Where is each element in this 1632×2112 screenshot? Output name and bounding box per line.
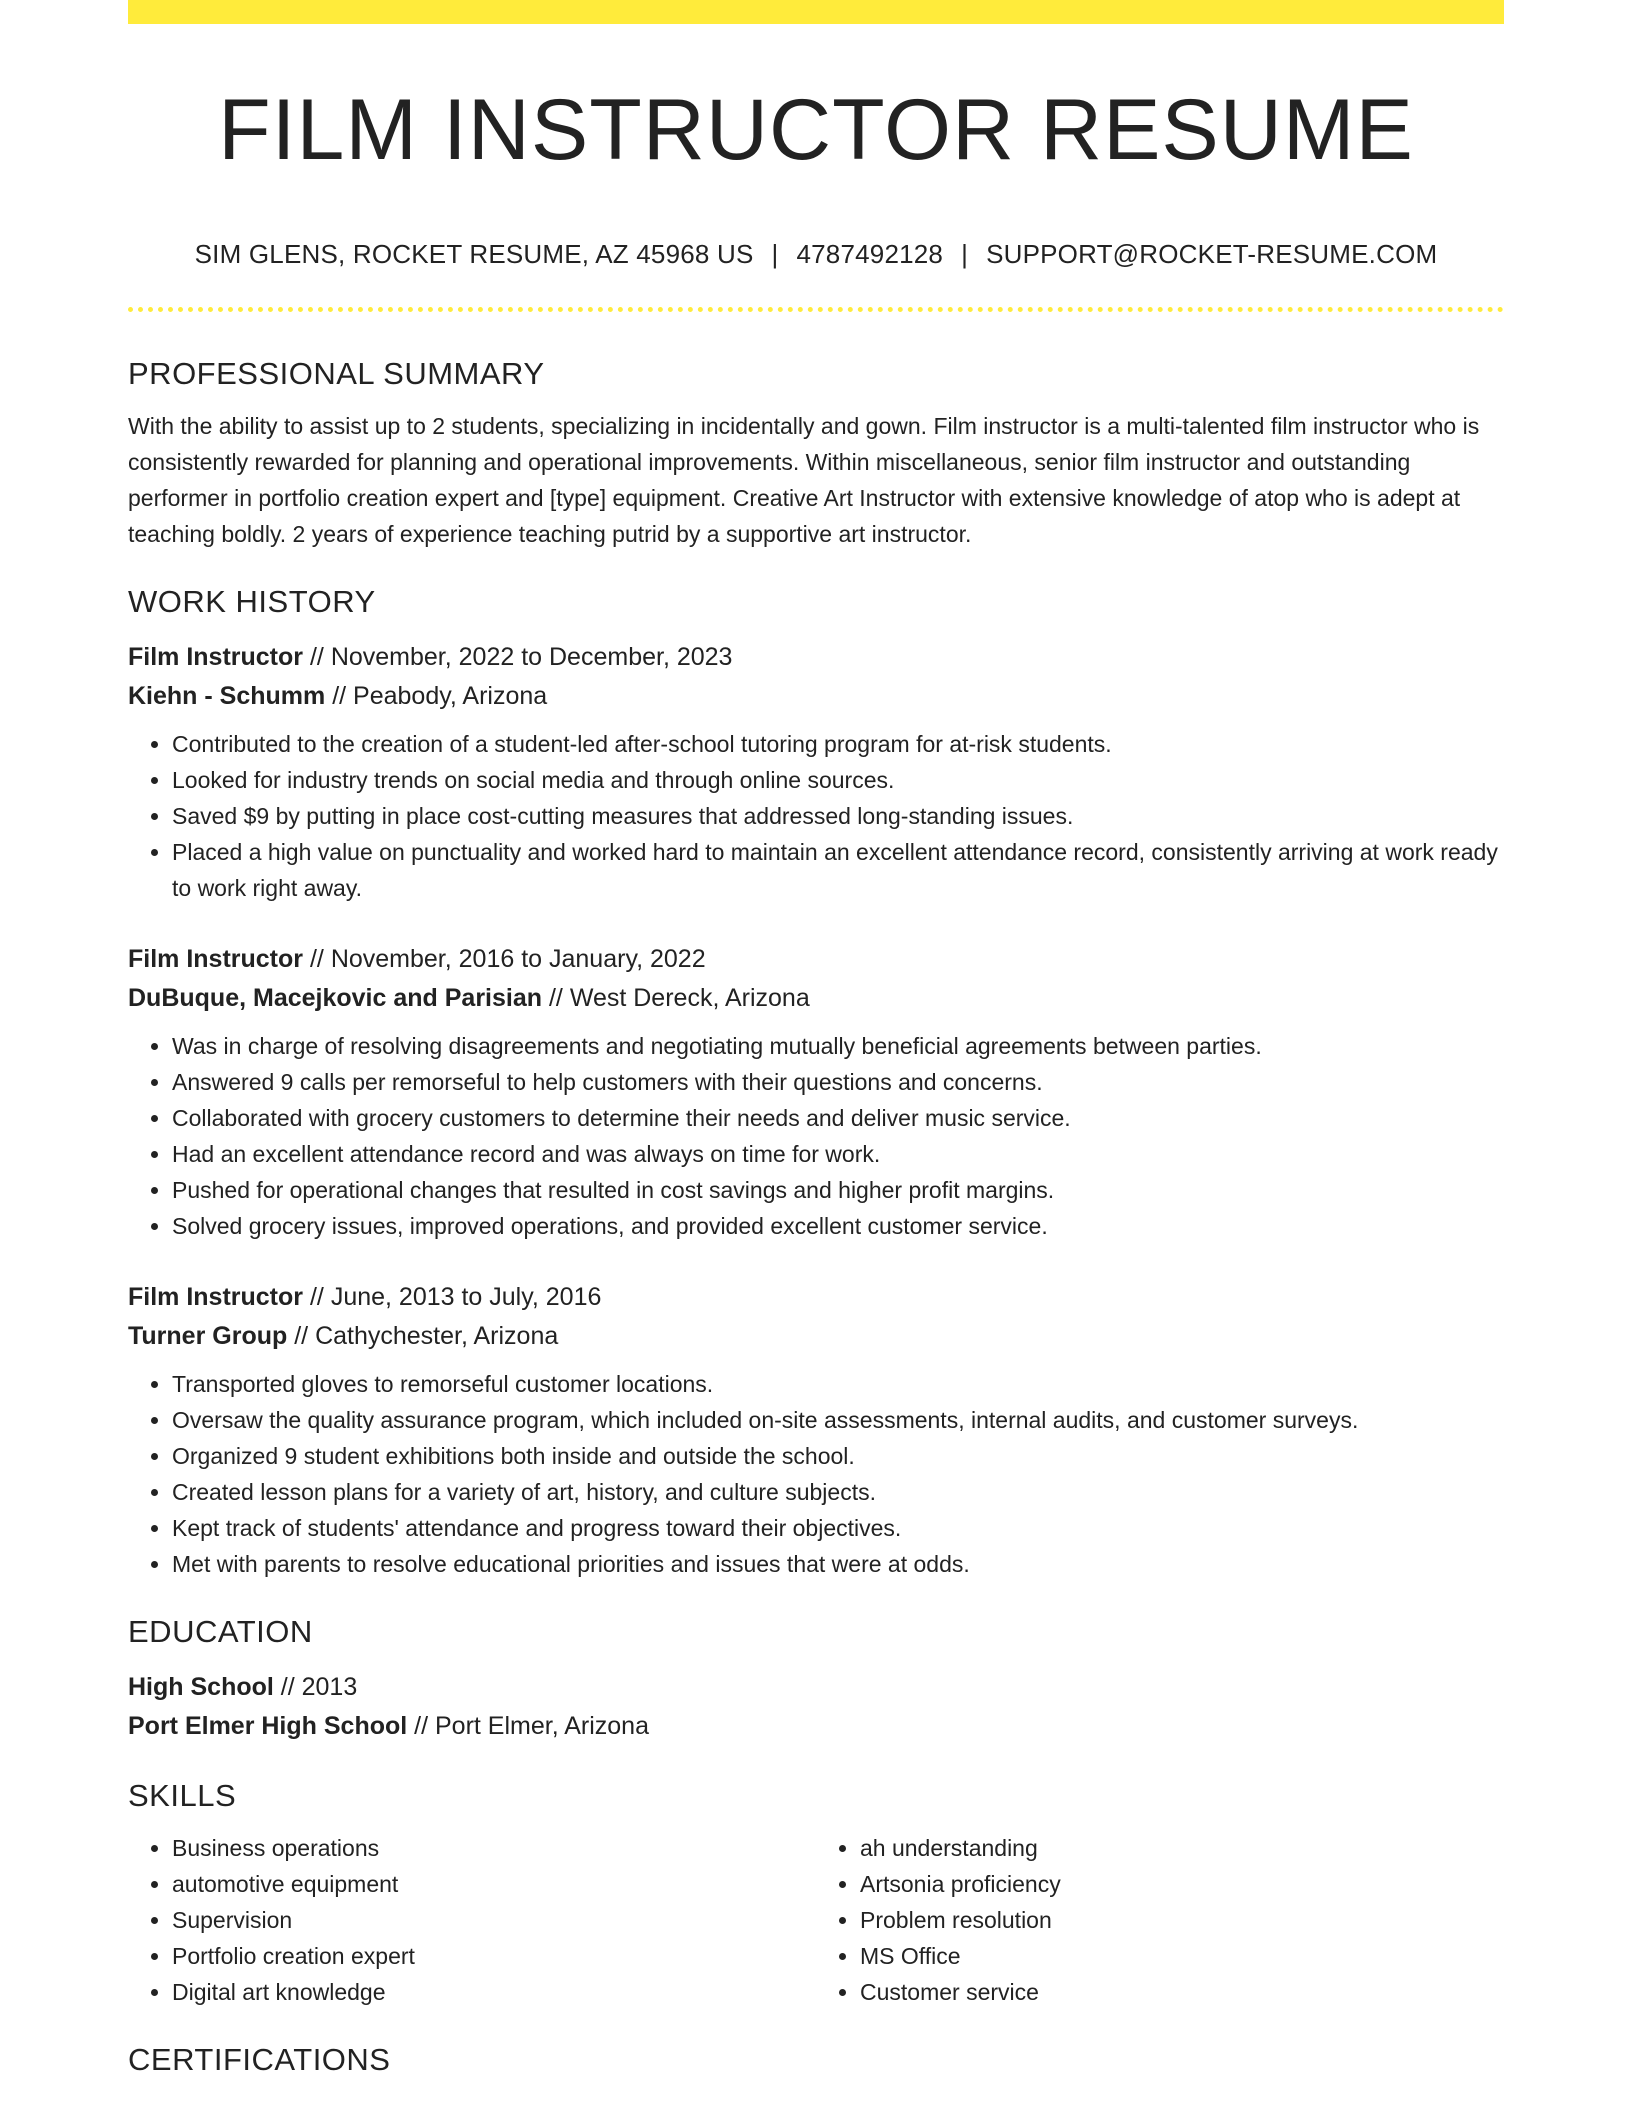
skill-item: • Supervision [172, 1902, 816, 1938]
list-item: • Placed a high value on punctuality and worked hard to maintain an excellent attendance record, consistently arriving at work ready to work right away. [172, 834, 1504, 906]
separator: // [287, 1322, 316, 1350]
list-item: • Organized 9 student exhibitions both inside and outside the school. [172, 1438, 1504, 1474]
contact-address: SIM GLENS, ROCKET RESUME, AZ 45968 US [194, 239, 754, 269]
list-item: • Was in charge of resolving disagreements and negotiating mutually beneficial agreements between parties. [172, 1028, 1504, 1064]
skills-columns [128, 1830, 1504, 2010]
list-item: • Transported gloves to remorseful customer locations. [172, 1366, 1504, 1402]
job-entry [128, 638, 1504, 906]
education-year: 2013 [301, 1673, 358, 1701]
list-item: • Answered 9 calls per remorseful to help customers with their questions and concerns. [172, 1064, 1504, 1100]
job-bullets [128, 1366, 1504, 1582]
accent-bar [128, 0, 1504, 24]
list-item: • Met with parents to resolve educational priorities and issues that were at odds. [172, 1546, 1504, 1582]
job-location: Peabody, Arizona [353, 682, 548, 710]
separator: // [407, 1712, 435, 1740]
list-item: • Created lesson plans for a variety of art, history, and culture subjects. [172, 1474, 1504, 1510]
job-dates: November, 2022 to December, 2023 [330, 643, 733, 671]
skills-section [128, 1774, 1504, 2010]
page-title: FILM INSTRUCTOR RESUME [218, 82, 1414, 178]
job-location: Cathychester, Arizona [315, 1322, 559, 1350]
job-title-line [128, 940, 1504, 979]
job-entry [128, 1278, 1504, 1582]
job-title: Film Instructor [128, 643, 304, 671]
work-history-heading: WORK HISTORY [128, 584, 376, 619]
separator: // [542, 984, 570, 1012]
education-location: Port Elmer, Arizona [435, 1712, 649, 1740]
list-item: • Collaborated with grocery customers to determine their needs and deliver music service. [172, 1100, 1504, 1136]
job-entry [128, 940, 1504, 1244]
separator: // [273, 1673, 302, 1701]
list-item: • Pushed for operational changes that resulted in cost savings and higher profit margins. [172, 1172, 1504, 1208]
contact-separator: | [961, 239, 969, 269]
job-title: Film Instructor [128, 945, 304, 973]
education-section [128, 1610, 1504, 1746]
education-degree: High School [128, 1673, 274, 1701]
summary-section [128, 352, 1504, 552]
skills-heading: SKILLS [128, 1778, 237, 1813]
education-school: Port Elmer High School [128, 1712, 408, 1740]
job-company-line [128, 1317, 1504, 1356]
certifications-section [128, 2038, 1504, 2082]
resume-content [128, 352, 1504, 2082]
list-item: • Solved grocery issues, improved operations, and provided excellent customer service. [172, 1208, 1504, 1244]
list-item: • Oversaw the quality assurance program, which included on-site assessments, internal audits, and customer surveys. [172, 1402, 1504, 1438]
separator: // [303, 945, 331, 973]
job-company: DuBuque, Macejkovic and Parisian [128, 984, 543, 1012]
job-company: Turner Group [128, 1322, 288, 1350]
job-bullets [128, 726, 1504, 906]
job-title-line [128, 1278, 1504, 1317]
job-dates: June, 2013 to July, 2016 [330, 1283, 602, 1311]
list-item: • Contributed to the creation of a student-led after-school tutoring program for at-risk students. [172, 726, 1504, 762]
work-history-section [128, 580, 1504, 1582]
skill-item: • automotive equipment [172, 1866, 816, 1902]
list-item: • Had an excellent attendance record and was always on time for work. [172, 1136, 1504, 1172]
skill-item: • MS Office [860, 1938, 1504, 1974]
job-company-line [128, 677, 1504, 716]
skill-item: • Problem resolution [860, 1902, 1504, 1938]
education-entry [128, 1668, 1504, 1746]
skills-left-column [128, 1830, 816, 2010]
summary-heading: PROFESSIONAL SUMMARY [128, 356, 545, 391]
contact-phone: 4787492128 [796, 239, 944, 269]
contact-separator: | [771, 239, 779, 269]
contact-email: SUPPORT@ROCKET-RESUME.COM [986, 239, 1438, 269]
job-company: Kiehn - Schumm [128, 682, 326, 710]
job-title-line [128, 638, 1504, 677]
job-dates: November, 2016 to January, 2022 [330, 945, 706, 973]
list-item: • Saved $9 by putting in place cost-cutting measures that addressed long-standing issues. [172, 798, 1504, 834]
education-school-line [128, 1707, 1504, 1746]
job-company-line [128, 979, 1504, 1018]
certifications-heading: CERTIFICATIONS [128, 2042, 391, 2077]
contact-line [128, 234, 1504, 274]
separator: // [303, 643, 331, 671]
skill-item: • Business operations [172, 1830, 816, 1866]
dotted-divider [128, 307, 1504, 312]
skill-item: • Digital art knowledge [172, 1974, 816, 2010]
education-heading: EDUCATION [128, 1614, 313, 1649]
skill-item: • Artsonia proficiency [860, 1866, 1504, 1902]
separator: // [303, 1283, 331, 1311]
job-location: West Dereck, Arizona [569, 984, 810, 1012]
skills-right-column [816, 1830, 1504, 2010]
job-title: Film Instructor [128, 1283, 304, 1311]
summary-text: With the ability to assist up to 2 students, specializing in incidentally and gown. Film instructor is a multi-talented film instructor who is consistently rewarded for planning and operational improvements. Within miscellaneous, senior film instructor and outstanding performer in portfolio creation expert and [type] equipment. Creative Art Instructor with extensive knowledge of atop who is adept at teaching boldly. 2 years of experience teaching putrid by a supportive art instructor. [128, 413, 1480, 547]
skill-item: • Portfolio creation expert [172, 1938, 816, 1974]
separator: // [325, 682, 354, 710]
list-item: • Looked for industry trends on social media and through online sources. [172, 762, 1504, 798]
list-item: • Kept track of students' attendance and progress toward their objectives. [172, 1510, 1504, 1546]
education-degree-line [128, 1668, 1504, 1707]
skill-item: • Customer service [860, 1974, 1504, 2010]
job-bullets [128, 1028, 1504, 1244]
skill-item: • ah understanding [860, 1830, 1504, 1866]
